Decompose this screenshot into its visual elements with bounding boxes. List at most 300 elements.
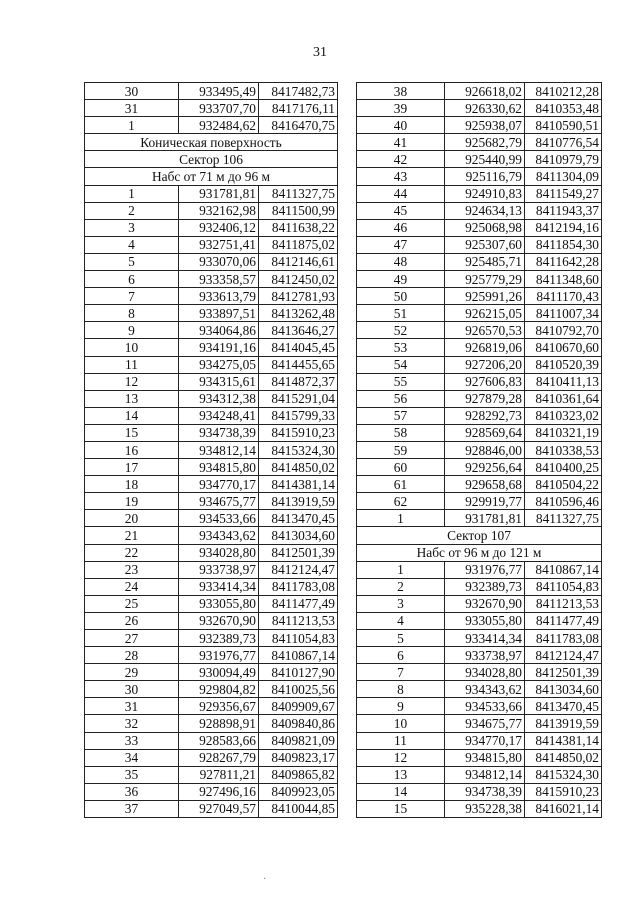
y-coordinate-cell: 8409923,05: [259, 783, 338, 800]
point-number-cell: 9: [357, 698, 445, 715]
x-coordinate-cell: 925779,29: [445, 271, 525, 288]
coordinates-table-left: [84, 82, 338, 818]
x-coordinate-cell: 927206,20: [445, 356, 525, 373]
point-number-cell: 11: [357, 732, 445, 749]
x-coordinate-cell: 926618,02: [445, 83, 525, 100]
table-row: [357, 253, 602, 270]
point-number-cell: 14: [357, 783, 445, 800]
table-row: [357, 168, 602, 185]
x-coordinate-cell: 932389,73: [445, 578, 525, 595]
table-row: [357, 83, 602, 100]
x-coordinate-cell: 933495,49: [179, 83, 259, 100]
table-row: [357, 561, 602, 578]
y-coordinate-cell: 8410361,64: [525, 390, 602, 407]
point-number-cell: 57: [357, 407, 445, 424]
table-row: [357, 236, 602, 253]
x-coordinate-cell: 933055,80: [179, 595, 259, 612]
table-row: [357, 630, 602, 647]
x-coordinate-cell: 931976,77: [179, 647, 259, 664]
y-coordinate-cell: 8415324,30: [525, 766, 602, 783]
point-number-cell: 19: [85, 493, 179, 510]
point-number-cell: 14: [85, 407, 179, 424]
y-coordinate-cell: 8409840,86: [259, 715, 338, 732]
y-coordinate-cell: 8415799,33: [259, 407, 338, 424]
x-coordinate-cell: 931976,77: [445, 561, 525, 578]
table-row: [357, 578, 602, 595]
table-row: [357, 219, 602, 236]
table-row: [85, 732, 338, 749]
point-number-cell: 48: [357, 253, 445, 270]
x-coordinate-cell: 927606,83: [445, 373, 525, 390]
x-coordinate-cell: 929658,68: [445, 476, 525, 493]
x-coordinate-cell: 925440,99: [445, 151, 525, 168]
point-number-cell: 4: [357, 612, 445, 629]
section-header: Набс от 71 м до 96 м: [85, 168, 338, 185]
x-coordinate-cell: 924634,13: [445, 202, 525, 219]
table-row: [357, 664, 602, 681]
point-number-cell: 50: [357, 288, 445, 305]
y-coordinate-cell: 8411007,34: [525, 305, 602, 322]
y-coordinate-cell: 8410979,79: [525, 151, 602, 168]
x-coordinate-cell: 927811,21: [179, 766, 259, 783]
y-coordinate-cell: 8411054,83: [525, 578, 602, 595]
x-coordinate-cell: 935228,38: [445, 800, 525, 817]
section-header: Сектор 106: [85, 151, 338, 168]
y-coordinate-cell: 8410353,48: [525, 100, 602, 117]
table-row: [357, 493, 602, 510]
x-coordinate-cell: 932389,73: [179, 630, 259, 647]
point-number-cell: 12: [357, 749, 445, 766]
x-coordinate-cell: 933738,97: [445, 647, 525, 664]
y-coordinate-cell: 8410338,53: [525, 441, 602, 458]
x-coordinate-cell: 934315,61: [179, 373, 259, 390]
table-row: [357, 322, 602, 339]
table-row: [357, 185, 602, 202]
x-coordinate-cell: 932670,90: [445, 595, 525, 612]
point-number-cell: 2: [357, 578, 445, 595]
section-header: Сектор 107: [357, 527, 602, 544]
x-coordinate-cell: 934812,14: [179, 441, 259, 458]
x-coordinate-cell: 928898,91: [179, 715, 259, 732]
y-coordinate-cell: 8410212,28: [525, 83, 602, 100]
point-number-cell: 52: [357, 322, 445, 339]
point-number-cell: 17: [85, 459, 179, 476]
point-number-cell: 29: [85, 664, 179, 681]
y-coordinate-cell: 8413919,59: [259, 493, 338, 510]
coordinates-table-right: [356, 82, 602, 818]
y-coordinate-cell: 8412450,02: [259, 271, 338, 288]
x-coordinate-cell: 934533,66: [179, 510, 259, 527]
y-coordinate-cell: 8414850,02: [259, 459, 338, 476]
point-number-cell: 38: [357, 83, 445, 100]
y-coordinate-cell: 8411477,49: [259, 595, 338, 612]
table-row: [85, 339, 338, 356]
point-number-cell: 6: [357, 647, 445, 664]
table-row: [357, 476, 602, 493]
point-number-cell: 55: [357, 373, 445, 390]
table-row: [85, 578, 338, 595]
x-coordinate-cell: 927049,57: [179, 800, 259, 817]
point-number-cell: 9: [85, 322, 179, 339]
x-coordinate-cell: 933358,57: [179, 271, 259, 288]
y-coordinate-cell: 8409865,82: [259, 766, 338, 783]
table-row: [357, 271, 602, 288]
table-row: [357, 715, 602, 732]
section-header-row: [85, 134, 338, 151]
x-coordinate-cell: 934533,66: [445, 698, 525, 715]
y-coordinate-cell: 8413646,27: [259, 322, 338, 339]
table-row: [85, 527, 338, 544]
table-row: [85, 219, 338, 236]
y-coordinate-cell: 8412781,93: [259, 288, 338, 305]
point-number-cell: 30: [85, 83, 179, 100]
table-row: [357, 356, 602, 373]
y-coordinate-cell: 8410044,85: [259, 800, 338, 817]
x-coordinate-cell: 933414,34: [179, 578, 259, 595]
y-coordinate-cell: 8411327,75: [259, 185, 338, 202]
x-coordinate-cell: 924910,83: [445, 185, 525, 202]
table-row: [357, 800, 602, 817]
table-row: [357, 100, 602, 117]
point-number-cell: 51: [357, 305, 445, 322]
point-number-cell: 24: [85, 578, 179, 595]
y-coordinate-cell: 8411783,08: [259, 578, 338, 595]
table-row: [357, 134, 602, 151]
point-number-cell: 15: [85, 424, 179, 441]
y-coordinate-cell: 8410590,51: [525, 117, 602, 134]
point-number-cell: 46: [357, 219, 445, 236]
point-number-cell: 45: [357, 202, 445, 219]
y-coordinate-cell: 8411854,30: [525, 236, 602, 253]
y-coordinate-cell: 8414381,14: [525, 732, 602, 749]
table-row: [85, 766, 338, 783]
point-number-cell: 16: [85, 441, 179, 458]
table-row: [85, 681, 338, 698]
x-coordinate-cell: 934675,77: [445, 715, 525, 732]
table-row: [357, 681, 602, 698]
y-coordinate-cell: 8411549,27: [525, 185, 602, 202]
point-number-cell: 8: [85, 305, 179, 322]
x-coordinate-cell: 932751,41: [179, 236, 259, 253]
point-number-cell: 25: [85, 595, 179, 612]
table-row: [85, 476, 338, 493]
table-row: [357, 305, 602, 322]
table-row: [85, 595, 338, 612]
y-coordinate-cell: 8412501,39: [525, 664, 602, 681]
y-coordinate-cell: 8411304,09: [525, 168, 602, 185]
point-number-cell: 1: [357, 510, 445, 527]
table-row: [85, 561, 338, 578]
table-row: [357, 117, 602, 134]
x-coordinate-cell: 934815,80: [179, 459, 259, 476]
page-number: 31: [313, 45, 327, 60]
y-coordinate-cell: 8411875,02: [259, 236, 338, 253]
y-coordinate-cell: 8416470,75: [259, 117, 338, 134]
y-coordinate-cell: 8410520,39: [525, 356, 602, 373]
y-coordinate-cell: 8410867,14: [259, 647, 338, 664]
table-row: [85, 749, 338, 766]
x-coordinate-cell: 934815,80: [445, 749, 525, 766]
table-row: [85, 407, 338, 424]
x-coordinate-cell: 934738,39: [445, 783, 525, 800]
point-number-cell: 44: [357, 185, 445, 202]
table-row: [85, 185, 338, 202]
table-row: [357, 373, 602, 390]
y-coordinate-cell: 8417482,73: [259, 83, 338, 100]
x-coordinate-cell: 928569,64: [445, 424, 525, 441]
point-number-cell: 49: [357, 271, 445, 288]
x-coordinate-cell: 925682,79: [445, 134, 525, 151]
y-coordinate-cell: 8414045,45: [259, 339, 338, 356]
x-coordinate-cell: 925068,98: [445, 219, 525, 236]
table-row: [85, 612, 338, 629]
point-number-cell: 1: [357, 561, 445, 578]
table-row: [85, 117, 338, 134]
point-number-cell: 2: [85, 202, 179, 219]
x-coordinate-cell: 925991,26: [445, 288, 525, 305]
y-coordinate-cell: 8411477,49: [525, 612, 602, 629]
x-coordinate-cell: 929256,64: [445, 459, 525, 476]
y-coordinate-cell: 8415324,30: [259, 441, 338, 458]
point-number-cell: 21: [85, 527, 179, 544]
y-coordinate-cell: 8417176,11: [259, 100, 338, 117]
point-number-cell: 56: [357, 390, 445, 407]
x-coordinate-cell: 932162,98: [179, 202, 259, 219]
x-coordinate-cell: 927496,16: [179, 783, 259, 800]
y-coordinate-cell: 8409823,17: [259, 749, 338, 766]
table-row: [85, 100, 338, 117]
y-coordinate-cell: 8415910,23: [525, 783, 602, 800]
point-number-cell: 59: [357, 441, 445, 458]
x-coordinate-cell: 929804,82: [179, 681, 259, 698]
y-coordinate-cell: 8410596,46: [525, 493, 602, 510]
x-coordinate-cell: 934675,77: [179, 493, 259, 510]
x-coordinate-cell: 934343,62: [179, 527, 259, 544]
x-coordinate-cell: 925485,71: [445, 253, 525, 270]
point-number-cell: 13: [85, 390, 179, 407]
y-coordinate-cell: 8415910,23: [259, 424, 338, 441]
point-number-cell: 20: [85, 510, 179, 527]
table-row: [85, 510, 338, 527]
y-coordinate-cell: 8413034,60: [259, 527, 338, 544]
table-row: [357, 732, 602, 749]
table-row: [85, 305, 338, 322]
y-coordinate-cell: 8410776,54: [525, 134, 602, 151]
point-number-cell: 15: [357, 800, 445, 817]
point-number-cell: 28: [85, 647, 179, 664]
y-coordinate-cell: 8412501,39: [259, 544, 338, 561]
table-row: [85, 390, 338, 407]
point-number-cell: 47: [357, 236, 445, 253]
table-row: [85, 236, 338, 253]
x-coordinate-cell: 927879,28: [445, 390, 525, 407]
section-header-row: [357, 527, 602, 544]
table-row: [357, 612, 602, 629]
x-coordinate-cell: 926570,53: [445, 322, 525, 339]
table-row: [85, 800, 338, 817]
point-number-cell: 3: [85, 219, 179, 236]
y-coordinate-cell: 8410792,70: [525, 322, 602, 339]
point-number-cell: 43: [357, 168, 445, 185]
point-number-cell: 5: [357, 630, 445, 647]
point-number-cell: 13: [357, 766, 445, 783]
x-coordinate-cell: 934770,17: [445, 732, 525, 749]
x-coordinate-cell: 926819,06: [445, 339, 525, 356]
table-row: [85, 424, 338, 441]
y-coordinate-cell: 8413919,59: [525, 715, 602, 732]
y-coordinate-cell: 8413262,48: [259, 305, 338, 322]
y-coordinate-cell: 8414381,14: [259, 476, 338, 493]
point-number-cell: 1: [85, 117, 179, 134]
y-coordinate-cell: 8411213,53: [259, 612, 338, 629]
table-row: [357, 510, 602, 527]
x-coordinate-cell: 934275,05: [179, 356, 259, 373]
y-coordinate-cell: 8411348,60: [525, 271, 602, 288]
point-number-cell: 32: [85, 715, 179, 732]
y-coordinate-cell: 8411943,37: [525, 202, 602, 219]
point-number-cell: 26: [85, 612, 179, 629]
table-row: [357, 766, 602, 783]
table-row: [85, 493, 338, 510]
x-coordinate-cell: 928846,00: [445, 441, 525, 458]
point-number-cell: 4: [85, 236, 179, 253]
table-row: [85, 459, 338, 476]
x-coordinate-cell: 928292,73: [445, 407, 525, 424]
y-coordinate-cell: 8413034,60: [525, 681, 602, 698]
y-coordinate-cell: 8411642,28: [525, 253, 602, 270]
table-row: [85, 271, 338, 288]
point-number-cell: 37: [85, 800, 179, 817]
y-coordinate-cell: 8413470,45: [259, 510, 338, 527]
x-coordinate-cell: 925938,07: [445, 117, 525, 134]
point-number-cell: 30: [85, 681, 179, 698]
table-row: [85, 253, 338, 270]
table-row: [85, 630, 338, 647]
y-coordinate-cell: 8414872,37: [259, 373, 338, 390]
y-coordinate-cell: 8411500,99: [259, 202, 338, 219]
x-coordinate-cell: 934191,16: [179, 339, 259, 356]
point-number-cell: 62: [357, 493, 445, 510]
table-row: [85, 698, 338, 715]
y-coordinate-cell: 8412124,47: [525, 647, 602, 664]
x-coordinate-cell: 933897,51: [179, 305, 259, 322]
point-number-cell: 10: [85, 339, 179, 356]
x-coordinate-cell: 928267,79: [179, 749, 259, 766]
point-number-cell: 3: [357, 595, 445, 612]
x-coordinate-cell: 934064,86: [179, 322, 259, 339]
x-coordinate-cell: 934770,17: [179, 476, 259, 493]
x-coordinate-cell: 932406,12: [179, 219, 259, 236]
x-coordinate-cell: 933070,06: [179, 253, 259, 270]
point-number-cell: 58: [357, 424, 445, 441]
table-row: [85, 373, 338, 390]
point-number-cell: 5: [85, 253, 179, 270]
y-coordinate-cell: 8416021,14: [525, 800, 602, 817]
point-number-cell: 42: [357, 151, 445, 168]
table-row: [357, 202, 602, 219]
table-row: [357, 459, 602, 476]
section-header-row: [357, 544, 602, 561]
table-row: [85, 322, 338, 339]
x-coordinate-cell: 934312,38: [179, 390, 259, 407]
point-number-cell: 1: [85, 185, 179, 202]
y-coordinate-cell: 8409909,67: [259, 698, 338, 715]
table-row: [85, 544, 338, 561]
x-coordinate-cell: 933414,34: [445, 630, 525, 647]
point-number-cell: 61: [357, 476, 445, 493]
section-header: Набс от 96 м до 121 м: [357, 544, 602, 561]
table-row: [357, 407, 602, 424]
table-row: [357, 749, 602, 766]
point-number-cell: 22: [85, 544, 179, 561]
table-row: [357, 441, 602, 458]
x-coordinate-cell: 931781,81: [179, 185, 259, 202]
y-coordinate-cell: 8410025,56: [259, 681, 338, 698]
table-row: [85, 83, 338, 100]
x-coordinate-cell: 932484,62: [179, 117, 259, 134]
point-number-cell: 39: [357, 100, 445, 117]
y-coordinate-cell: 8411327,75: [525, 510, 602, 527]
x-coordinate-cell: 930094,49: [179, 664, 259, 681]
table-row: [85, 783, 338, 800]
point-number-cell: 7: [357, 664, 445, 681]
table-row: [357, 647, 602, 664]
point-number-cell: 27: [85, 630, 179, 647]
section-header-row: [85, 151, 338, 168]
x-coordinate-cell: 933738,97: [179, 561, 259, 578]
table-row: [85, 202, 338, 219]
point-number-cell: 23: [85, 561, 179, 578]
section-header-row: [85, 168, 338, 185]
x-coordinate-cell: 926215,05: [445, 305, 525, 322]
x-coordinate-cell: 934028,80: [445, 664, 525, 681]
table-row: [357, 595, 602, 612]
y-coordinate-cell: 8411638,22: [259, 219, 338, 236]
point-number-cell: 11: [85, 356, 179, 373]
table-row: [357, 390, 602, 407]
y-coordinate-cell: 8410321,19: [525, 424, 602, 441]
table-row: [85, 288, 338, 305]
point-number-cell: 53: [357, 339, 445, 356]
table-row: [85, 441, 338, 458]
x-coordinate-cell: 931781,81: [445, 510, 525, 527]
x-coordinate-cell: 934738,39: [179, 424, 259, 441]
x-coordinate-cell: 925307,60: [445, 236, 525, 253]
y-coordinate-cell: 8413470,45: [525, 698, 602, 715]
x-coordinate-cell: 934248,41: [179, 407, 259, 424]
y-coordinate-cell: 8411213,53: [525, 595, 602, 612]
x-coordinate-cell: 934812,14: [445, 766, 525, 783]
x-coordinate-cell: 925116,79: [445, 168, 525, 185]
table-row: [357, 151, 602, 168]
point-number-cell: 10: [357, 715, 445, 732]
y-coordinate-cell: 8412146,61: [259, 253, 338, 270]
x-coordinate-cell: 932670,90: [179, 612, 259, 629]
y-coordinate-cell: 8411054,83: [259, 630, 338, 647]
y-coordinate-cell: 8410400,25: [525, 459, 602, 476]
table-row: [357, 339, 602, 356]
x-coordinate-cell: 933613,79: [179, 288, 259, 305]
point-number-cell: 36: [85, 783, 179, 800]
y-coordinate-cell: 8414850,02: [525, 749, 602, 766]
table-row: [357, 424, 602, 441]
point-number-cell: 35: [85, 766, 179, 783]
y-coordinate-cell: 8409821,09: [259, 732, 338, 749]
table-row: [85, 715, 338, 732]
y-coordinate-cell: 8412124,47: [259, 561, 338, 578]
y-coordinate-cell: 8410323,02: [525, 407, 602, 424]
table-row: [357, 783, 602, 800]
